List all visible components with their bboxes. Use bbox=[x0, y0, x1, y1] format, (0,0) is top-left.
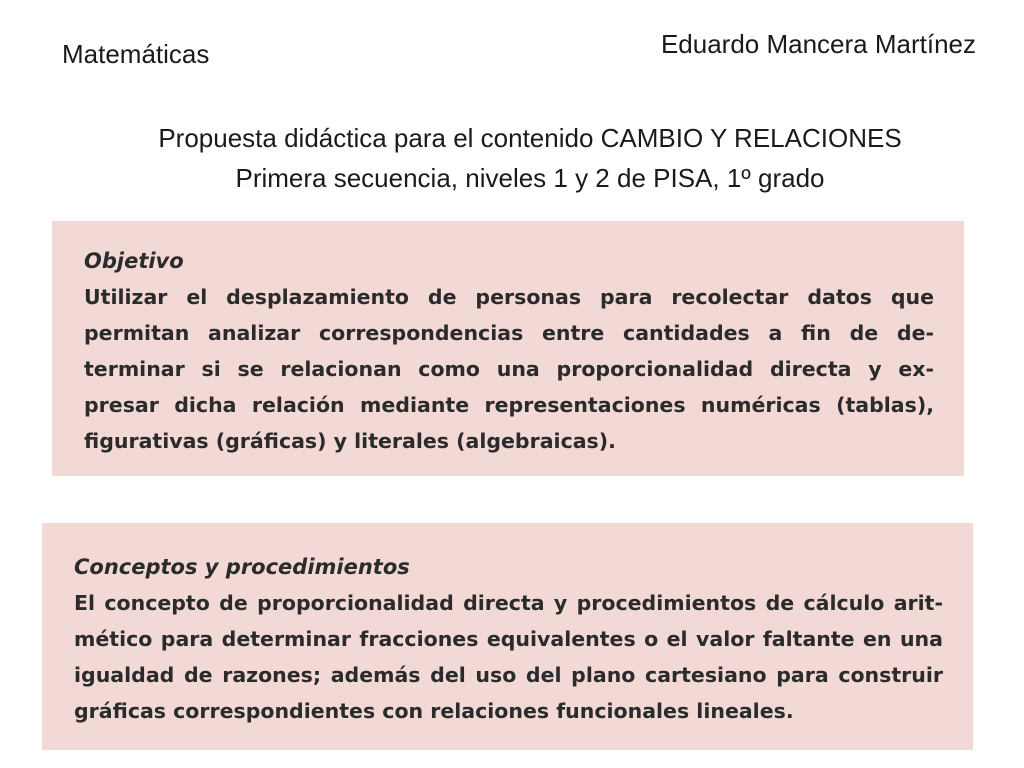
conceptos-line: igualdad de razones; además del uso del plano cartesiano para construir bbox=[74, 663, 943, 687]
objetivo-heading: Objetivo bbox=[84, 249, 184, 273]
conceptos-line: gráficas correspondientes con relaciones funcionales lineales. bbox=[74, 699, 794, 723]
title-line-1: Propuesta didáctica para el contenido CAMBIO Y RELACIONES bbox=[158, 123, 902, 153]
conceptos-box bbox=[42, 523, 973, 750]
conceptos-heading: Conceptos y procedimientos bbox=[74, 555, 410, 579]
subject-label: Matemáticas bbox=[62, 39, 210, 69]
objetivo-line: permitan analizar correspondencias entre cantidades a fin de de- bbox=[84, 321, 934, 345]
conceptos-line: mético para determinar fracciones equivalentes o el valor faltante en una bbox=[74, 627, 943, 651]
objetivo-line: presar dicha relación mediante representaciones numéricas (tablas), bbox=[84, 393, 934, 417]
objetivo-line: Utilizar el desplazamiento de personas para recolectar datos que bbox=[84, 285, 934, 309]
page-title bbox=[0, 118, 1024, 198]
objetivo-box bbox=[52, 221, 964, 476]
conceptos-text bbox=[74, 585, 943, 729]
objetivo-text bbox=[84, 279, 934, 459]
objetivo-line: terminar si se relacionan como una proporcionalidad directa y ex- bbox=[84, 357, 934, 381]
conceptos-line: El concepto de proporcionalidad directa y procedimientos de cálculo arit- bbox=[74, 591, 943, 615]
objetivo-line: figurativas (gráficas) y literales (algebraicas). bbox=[84, 429, 616, 453]
title-line-2: Primera secuencia, niveles 1 y 2 de PISA, 1º grado bbox=[235, 163, 825, 193]
author-name: Eduardo Mancera Martínez bbox=[660, 29, 976, 59]
